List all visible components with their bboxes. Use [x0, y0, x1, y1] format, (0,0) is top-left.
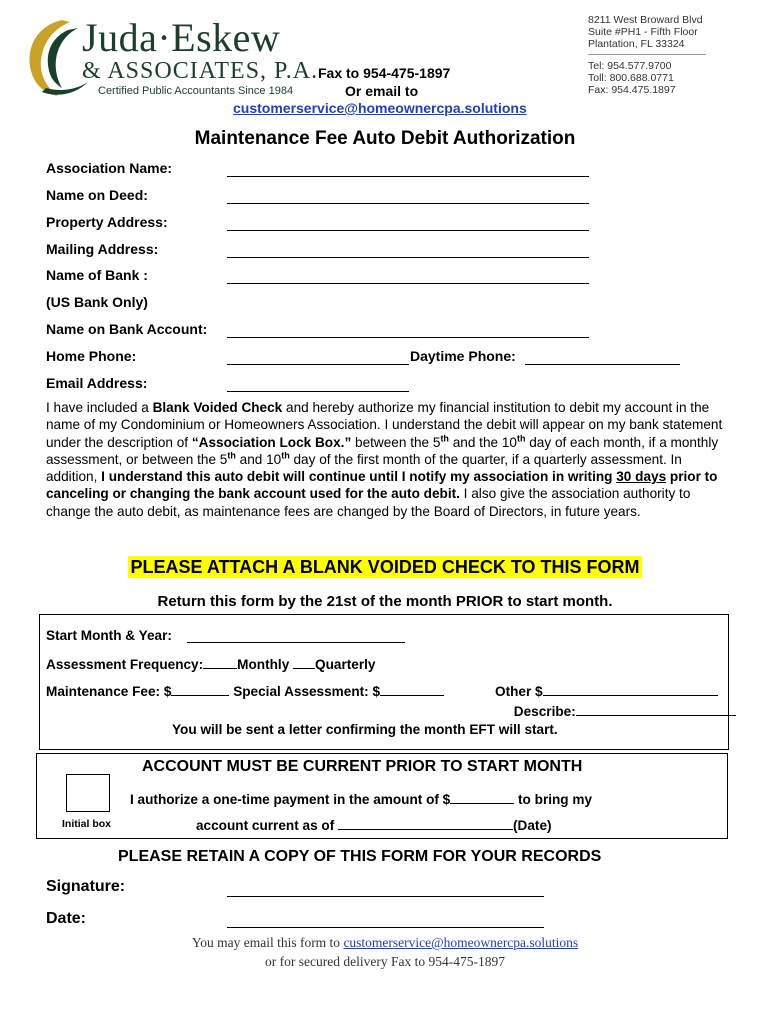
special-assessment-label: Special Assessment: $	[233, 684, 381, 699]
address-line: 8211 West Broward Blvd	[588, 14, 703, 26]
current-date-field[interactable]	[338, 816, 513, 830]
account-current-heading: ACCOUNT MUST BE CURRENT PRIOR TO START MONTH	[142, 758, 583, 775]
attach-banner	[0, 557, 770, 578]
letterhead-divider	[588, 54, 706, 55]
confirm-line: You will be sent a letter confirming the month EFT will start.	[172, 722, 558, 737]
auth-text: between the 5	[351, 434, 441, 450]
special-assessment-field[interactable]	[380, 682, 444, 696]
initial-box-checkbox[interactable]	[66, 774, 110, 812]
footer-email-link[interactable]: customerservice@homeownercpa.solutions	[343, 935, 579, 950]
logo	[22, 14, 322, 100]
ordinal-suffix: th	[227, 450, 236, 461]
payment-text: I authorize a one-time payment in the amount of $	[130, 792, 451, 807]
logo-tagline: Certified Public Accountants Since 1984	[98, 85, 294, 97]
other-amount-label: Other $	[495, 684, 543, 699]
lockbox-description: “Association Lock Box.”	[191, 434, 352, 450]
email-address-field[interactable]	[227, 391, 409, 392]
auth-text: and hereby authorize my financial institution to debit my account in the name of my Condominium or Homeowners Association. I understand the debit will appear on my bank statement under the description of	[46, 400, 723, 450]
fee-row	[46, 682, 444, 699]
signature-label: Signature:	[46, 878, 126, 895]
or-email-line: Or email to	[345, 83, 419, 99]
describe-field[interactable]	[576, 702, 736, 716]
address-line: Plantation, FL 33324	[588, 38, 685, 50]
name-on-deed-label: Name on Deed:	[46, 187, 148, 203]
auth-text: and 10	[235, 451, 282, 467]
current-as-of-line	[196, 816, 552, 833]
auth-text: I also give the association authority to change the auto debit, as maintenance fees are changed by the Board of Directors, in future years.	[46, 486, 691, 519]
auth-text-bold: prior to canceling or changing the bank account used for the auto debit.	[46, 469, 718, 502]
association-name-label: Association Name:	[46, 160, 173, 176]
logo-name: Juda·Eskew	[82, 15, 281, 60]
phone-block	[588, 60, 748, 96]
payment-text: to bring my	[514, 792, 593, 807]
monthly-checkbox-line[interactable]	[203, 655, 237, 669]
auth-text-bold: Blank Voided Check	[152, 400, 283, 415]
ordinal-suffix: th	[440, 433, 449, 444]
initial-box-label: Initial box	[62, 818, 112, 830]
name-on-bank-account-field[interactable]	[227, 337, 589, 338]
auth-text-bold: I understand this auto debit will continue until I notify my association in writing	[101, 469, 617, 485]
return-instruction: Return this form by the 21st of the month PRIOR to start month.	[157, 593, 613, 610]
retain-copy-notice: PLEASE RETAIN A COPY OF THIS FORM FOR YOUR RECORDS	[118, 848, 602, 865]
payment-line	[130, 790, 592, 807]
footer-line-1	[0, 935, 770, 951]
email-link[interactable]: customerservice@homeownercpa.solutions	[233, 100, 527, 116]
ordinal-suffix: th	[516, 433, 526, 444]
property-address-field[interactable]	[227, 230, 589, 231]
daytime-phone-label: Daytime Phone:	[410, 348, 516, 364]
fax-line: Fax to 954-475-1897	[318, 65, 451, 81]
name-of-bank-field[interactable]	[227, 283, 589, 284]
email-address-label: Email Address:	[46, 375, 148, 391]
phone-line: Toll: 800.688.0771	[588, 72, 674, 84]
other-row	[495, 682, 718, 699]
auth-text: and the 10	[448, 434, 517, 450]
maintenance-fee-label: Maintenance Fee: $	[46, 684, 172, 699]
start-month-label: Start Month & Year:	[46, 628, 172, 643]
frequency-row	[46, 655, 376, 672]
quarterly-checkbox-line[interactable]	[293, 655, 315, 669]
authorization-paragraph	[46, 399, 726, 520]
footer-text: You may email this form to	[191, 935, 344, 950]
date-label: Date:	[46, 910, 87, 927]
phone-line: Fax: 954.475.1897	[588, 84, 676, 96]
home-phone-label: Home Phone:	[46, 348, 137, 364]
payment-amount-field[interactable]	[450, 790, 514, 804]
frequency-label: Assessment Frequency:	[46, 657, 204, 672]
logo-subname: & ASSOCIATES, P.A.	[82, 58, 319, 84]
daytime-phone-field[interactable]	[525, 364, 680, 365]
auth-text: day of each month, if a monthly assessment, or between the 5	[46, 434, 719, 467]
describe-row	[495, 702, 736, 719]
auth-text: I have included a	[46, 400, 153, 415]
association-name-field[interactable]	[227, 176, 589, 177]
quarterly-option: Quarterly	[315, 657, 376, 672]
page-title: Maintenance Fee Auto Debit Authorization	[194, 128, 576, 149]
attach-banner-text: PLEASE ATTACH A BLANK VOIDED CHECK TO THIS FORM	[130, 557, 640, 577]
property-address-label: Property Address:	[46, 214, 168, 230]
name-on-bank-account-label: Name on Bank Account:	[46, 321, 208, 337]
other-amount-field[interactable]	[543, 682, 718, 696]
address-block	[588, 14, 748, 50]
footer-line-2: or for secured delivery Fax to 954-475-1897	[265, 954, 505, 969]
date-hint: (Date)	[513, 818, 552, 833]
maintenance-fee-field[interactable]	[171, 682, 229, 696]
ordinal-suffix: th	[281, 450, 290, 461]
phone-line: Tel: 954.577.9700	[588, 60, 672, 72]
thirty-days-notice: 30 days	[616, 469, 667, 485]
name-of-bank-label: Name of Bank :	[46, 267, 148, 283]
us-bank-only-note: (US Bank Only)	[46, 294, 148, 310]
signature-field[interactable]	[227, 896, 544, 897]
address-line: Suite #PH1 - Fifth Floor	[588, 26, 698, 38]
current-as-of-text: account current as of	[196, 818, 339, 833]
name-on-deed-field[interactable]	[227, 203, 589, 204]
start-month-field[interactable]	[187, 642, 405, 643]
date-field[interactable]	[227, 927, 544, 928]
home-phone-field[interactable]	[227, 364, 409, 365]
describe-label: Describe:	[513, 704, 576, 719]
mailing-address-label: Mailing Address:	[46, 241, 159, 257]
mailing-address-field[interactable]	[227, 257, 589, 258]
monthly-option: Monthly	[237, 657, 290, 672]
auth-text: day of the first month of the quarter, if a quarterly assessment. In addition,	[46, 451, 682, 485]
